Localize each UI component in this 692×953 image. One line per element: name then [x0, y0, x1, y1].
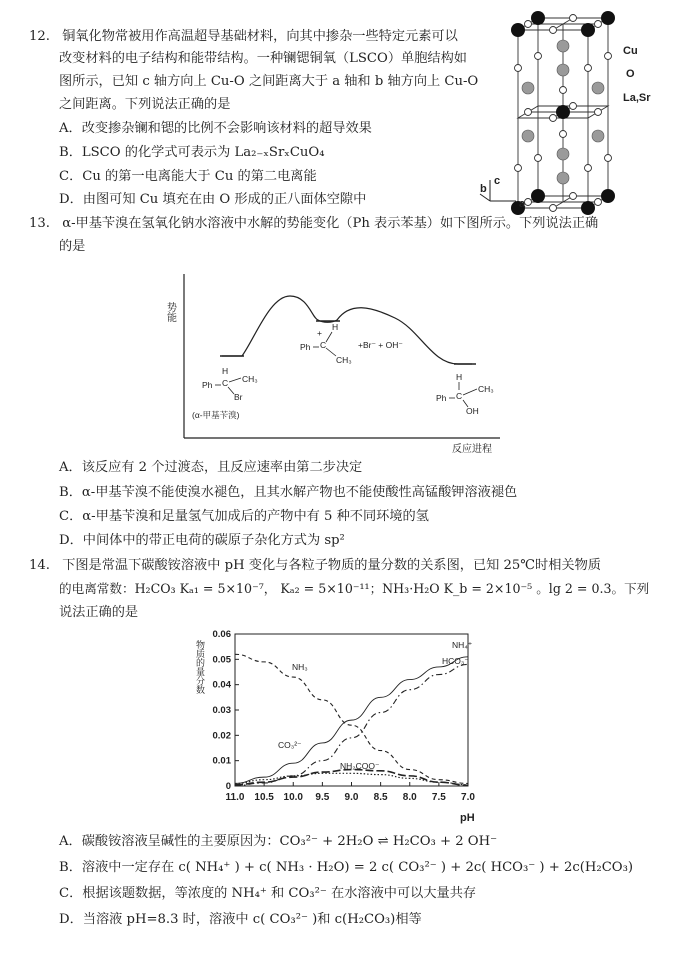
q12-line-4: 之间距离。下列说法正确的是	[59, 97, 231, 112]
series-label: HCO₃⁻	[442, 656, 469, 666]
q12-line-2: 改变材料的电子结构和能带结构。一种镧锶铜氧（LSCO）单胞结构如	[59, 51, 467, 66]
svg-text:OH: OH	[466, 406, 479, 416]
q13-option-d: D．中间体中的带正电荷的碳原子杂化方式为 sp²	[59, 533, 345, 548]
reactant-structure	[192, 366, 258, 420]
intermediate-structure	[300, 322, 403, 365]
svg-text:+Br⁻ + OH⁻: +Br⁻ + OH⁻	[358, 340, 403, 350]
svg-text:H: H	[332, 322, 339, 332]
q13-stem-1: α-甲基苄溴在氢氧化钠水溶液中水解的势能变化（Ph 表示苯基）如下图所示。下列说法正确	[62, 216, 599, 231]
svg-text:C: C	[456, 391, 463, 401]
y-tick-label: 0	[225, 781, 231, 792]
energy-axis-label: 势能	[164, 302, 176, 322]
axis-b-label: b	[480, 183, 487, 195]
axis-a-label: a	[519, 198, 526, 210]
ph-distribution-chart	[190, 626, 490, 828]
q13-line-2: 的是	[59, 239, 86, 254]
q14-option-a: A．碳酸铵溶液呈碱性的主要原因为：CO₃²⁻ + 2H₂O ⇌ H₂CO₃ + 2 OH⁻	[59, 834, 498, 849]
q14-line-3: 说法正确的是	[59, 605, 139, 620]
q14-option-b: B．溶液中一定存在 c( NH₄⁺ ) + c( NH₃ · H₂O) = 2 c( CO₃²⁻ ) + 2c( HCO₃⁻ ) + 2c(H₂CO₃)	[59, 860, 634, 875]
x-tick-label: 8.0	[402, 792, 417, 803]
progress-axis-label: 反应进程	[452, 444, 492, 455]
q12-stem-1: 铜氧化物常被用作高温超导基础材料，向其中掺杂一些特定元素可以	[62, 29, 458, 44]
y-tick-label: 0.03	[212, 705, 231, 716]
q14-stem-1: 下图是常温下碳酸铵溶液中 pH 变化与各粒子物质的量分数的关系图，已知 25℃时相关物质	[62, 558, 601, 573]
q14-line-1	[29, 557, 601, 575]
x-tick-label: 9.0	[344, 792, 359, 803]
q12-option-a: A．改变掺杂镧和锶的比例不会影响该材料的超导效果	[59, 121, 372, 136]
q12-line-1	[29, 28, 458, 46]
y-tick-label: 0.05	[212, 654, 231, 666]
product-structure	[436, 372, 494, 416]
svg-text:Ph: Ph	[202, 380, 213, 390]
svg-text:(α-甲基苄溴): (α-甲基苄溴)	[192, 410, 240, 420]
y-tick-label: 0.04	[212, 679, 231, 691]
q13-option-a: A．该反应有 2 个过渡态，且反应速率由第二步决定	[59, 460, 363, 475]
x-tick-label: 7.0	[461, 792, 475, 803]
legend-la-sr: La,Sr	[623, 92, 651, 104]
axis-c-label: c	[494, 175, 501, 187]
x-tick-label: 10.0	[283, 792, 303, 803]
series-label: NH₄⁺	[452, 640, 473, 650]
q13-line-1	[29, 215, 598, 233]
q12-option-d: D．由图可知 Cu 填充在由 O 形成的正八面体空隙中	[59, 192, 367, 207]
q12-line-3: 图所示，已知 c 轴方向上 Cu-O 之间距离大于 a 轴和 b 轴方向上 Cu-O	[59, 74, 479, 89]
svg-text:C: C	[320, 340, 327, 350]
series-label: NH₂COO⁻	[340, 761, 380, 771]
series-label: CO₃²⁻	[278, 740, 302, 750]
y-tick-label: 0.01	[212, 755, 231, 767]
svg-text:CH₃: CH₃	[478, 384, 494, 394]
q14-number: 14.	[29, 558, 50, 573]
q14-line-2: 的电离常数：H₂CO₃ Kₐ₁ = 5×10⁻⁷， Kₐ₂ = 5×10⁻¹¹；NH₃·H₂O K_b = 2×10⁻⁵ 。lg 2 = 0.3。下列	[59, 581, 650, 596]
svg-text:Ph: Ph	[300, 342, 311, 352]
svg-text:Ph: Ph	[436, 393, 447, 403]
lsco-unit-cell-figure	[478, 8, 658, 216]
q13-option-b: B．α-甲基苄溴不能使溴水褪色，且其水解产物也不能使酸性高锰酸钾溶液褪色	[59, 485, 518, 500]
y-tick-label: 0.02	[212, 730, 231, 742]
x-tick-label: 7.5	[431, 792, 446, 803]
chart-xlabel: pH	[460, 812, 475, 824]
svg-text:H: H	[456, 372, 463, 382]
x-tick-label: 11.0	[225, 792, 245, 803]
q12-number: 12.	[29, 29, 50, 44]
x-tick-label: 8.5	[373, 792, 388, 803]
svg-text:Br: Br	[234, 392, 243, 402]
svg-text:CH₃: CH₃	[242, 374, 258, 384]
svg-text:H: H	[222, 366, 229, 376]
legend-o: O	[626, 68, 635, 80]
q12-option-b: B．LSCO 的化学式可表示为 La₂₋ₓSrₓCuO₄	[59, 145, 325, 160]
q13-option-c: C．α-甲基苄溴和足量氢气加成后的产物中有 5 种不同环境的氢	[59, 509, 429, 524]
series-label: NH₃	[292, 662, 308, 672]
x-tick-label: 9.5	[315, 792, 330, 803]
energy-profile-figure	[160, 268, 520, 456]
chart-ylabel: 物质的量分数	[195, 640, 205, 694]
svg-text:C: C	[222, 378, 229, 388]
q13-number: 13.	[29, 216, 50, 231]
svg-text:+: +	[317, 328, 322, 338]
svg-text:CH₃: CH₃	[336, 355, 352, 365]
q14-option-c: C．根据该题数据，等浓度的 NH₄⁺ 和 CO₃²⁻ 在水溶液中可以大量共存	[59, 886, 477, 901]
q12-option-c: C．Cu 的第一电离能大于 Cu 的第二电离能	[59, 169, 317, 184]
energy-curve	[222, 296, 472, 364]
q14-option-d: D．当溶液 pH=8.3 时，溶液中 c( CO₃²⁻ )和 c(H₂CO₃)相等	[59, 912, 422, 927]
y-tick-label: 0.06	[212, 629, 231, 640]
legend-cu: Cu	[623, 45, 638, 57]
x-tick-label: 10.5	[254, 792, 274, 803]
